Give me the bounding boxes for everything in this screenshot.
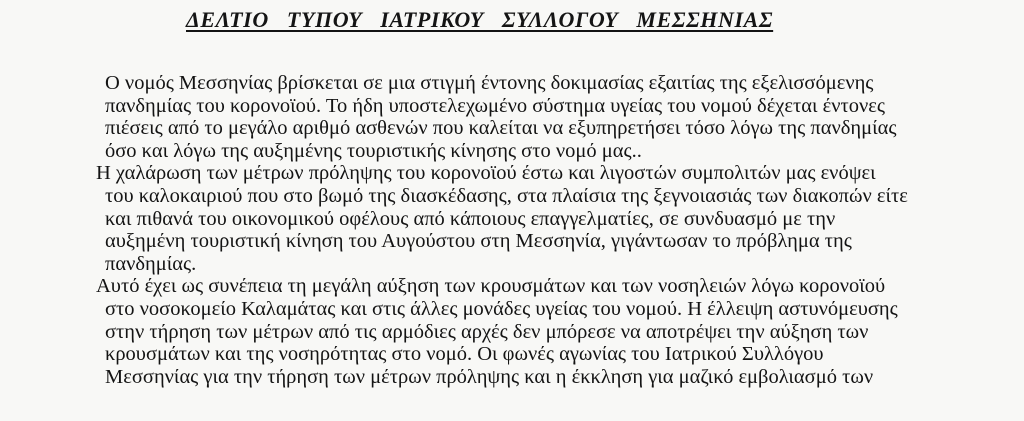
document-title: ΔΕΛΤΙΟ ΤΥΠΟΥ ΙΑΤΡΙΚΟΥ ΣΥΛΛΟΓΟΥ ΜΕΣΣΗΝΙΑΣ: [186, 7, 774, 32]
body-line: Μεσσηνίας για την τήρηση των μέτρων πρόληψης και η έκκληση για μαζικό εμβολιασμό των: [105, 365, 874, 388]
body-line: και πιθανά του οικονομικού οφέλους από κάποιους επαγγελματίες, σε συνδυασμό με την: [105, 207, 836, 230]
body-line: Αυτό έχει ως συνέπεια τη μεγάλη αύξηση των κρουσμάτων και των νοσηλειών λόγω κορονοϊού: [96, 275, 886, 298]
body-line: πιέσεις από το μεγάλο αριθμό ασθενών που καλείται να εξυπηρετήσει τόσο λόγω της πανδημίας: [105, 117, 897, 140]
body-line: του καλοκαιριού που στο βωμό της διασκέδασης, στα πλαίσια της ξεγνοιασιάς των διακοπών είτε: [105, 184, 908, 207]
body-line: πανδημίας του κορονοϊού. Το ήδη υποστελεχωμένο σύστημα υγείας του νομού δέχεται έντονες: [105, 94, 885, 117]
body-line: αυξημένη τουριστική κίνηση του Αυγούστου στη Μεσσηνία, γιγάντωσαν το πρόβλημα της: [105, 230, 852, 253]
document-body: [96, 72, 996, 388]
body-line: όσο και λόγω της αυξημένης τουριστικής κίνησης στο νομό μας..: [105, 139, 642, 162]
body-line: στην τήρηση των μέτρων από τις αρμόδιες αρχές δεν μπόρεσε να αποτρέψει την αύξηση των: [105, 320, 869, 343]
body-line: πανδημίας.: [105, 252, 197, 275]
body-line: στο νοσοκομείο Καλαμάτας και στις άλλες μονάδες υγείας του νομού. Η έλλειψη αστυνόμευσης: [105, 297, 898, 320]
body-line: Ο νομός Μεσσηνίας βρίσκεται σε μια στιγμή έντονης δοκιμασίας εξαιτίας της εξελισσόμενης: [105, 72, 874, 94]
body-line: κρουσμάτων και της νοσηρότητας στο νομό. Οι φωνές αγωνίας του Ιατρικού Συλλόγου: [105, 343, 824, 366]
body-line: Η χαλάρωση των μέτρων πρόληψης του κορονοϊού έστω και λιγοστών συμπολιτών μας ενόψει: [96, 162, 876, 185]
